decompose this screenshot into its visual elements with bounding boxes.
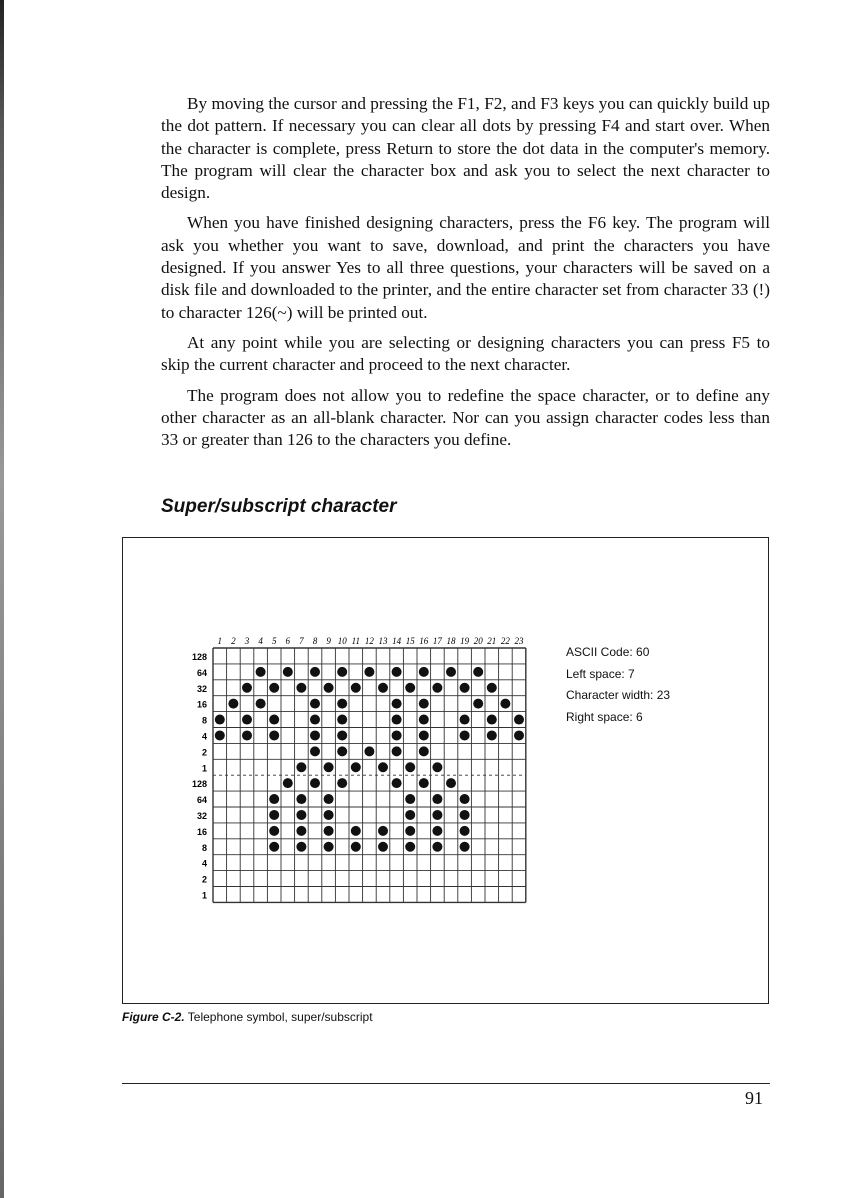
column-label: 17 (432, 636, 442, 646)
dot (296, 842, 306, 852)
dot (283, 778, 293, 788)
dot (500, 699, 510, 709)
dot (242, 683, 252, 693)
dot (351, 762, 361, 772)
caption-label: Figure C-2. (122, 1010, 185, 1024)
ascii-code: ASCII Code: 60 (566, 645, 650, 659)
dot (432, 842, 442, 852)
dot (324, 683, 334, 693)
dot (310, 699, 320, 709)
dot (296, 762, 306, 772)
dot (446, 667, 456, 677)
dot (446, 778, 456, 788)
dot (324, 794, 334, 804)
dot (514, 715, 524, 725)
dot (392, 730, 402, 740)
dot (419, 778, 429, 788)
dot (392, 715, 402, 725)
dot (242, 730, 252, 740)
dot (296, 810, 306, 820)
dot (269, 810, 279, 820)
dot (337, 730, 347, 740)
dot (269, 730, 279, 740)
page-number: 91 (745, 1088, 763, 1108)
row-label: 2 (201, 747, 207, 758)
paragraph: By moving the cursor and pressing the F1, F2, and F3 keys you can quickly build up the dot pattern. If necessary you can clear all dots by pressing F4 and start over. When the character is complete, press Return to store the dot data in the computer's memory. The program will clear the character box and ask you to select the next character to design. (161, 94, 770, 203)
dot (405, 810, 415, 820)
dot (473, 699, 483, 709)
row-label: 1 (201, 763, 207, 774)
dot (405, 794, 415, 804)
dot (432, 683, 442, 693)
dot (432, 810, 442, 820)
column-label: 2 (231, 636, 236, 646)
row-label: 16 (196, 826, 207, 837)
dot (269, 794, 279, 804)
column-label: 1 (217, 636, 223, 646)
figure-caption (122, 1010, 373, 1024)
row-label: 2 (201, 874, 207, 885)
dot (310, 778, 320, 788)
dot (419, 715, 429, 725)
dot (337, 746, 347, 756)
column-label: 14 (392, 636, 402, 646)
dot (405, 762, 415, 772)
dot (432, 762, 442, 772)
dot (460, 842, 470, 852)
row-label: 16 (196, 699, 207, 710)
column-label: 19 (460, 636, 470, 646)
column-label: 9 (326, 636, 331, 646)
dot (256, 667, 266, 677)
dot (460, 715, 470, 725)
dot (378, 826, 388, 836)
dot (296, 683, 306, 693)
row-label: 64 (196, 667, 207, 678)
column-label: 4 (258, 636, 263, 646)
column-label: 5 (271, 636, 277, 646)
dot (378, 683, 388, 693)
row-label: 32 (196, 810, 207, 821)
dot (337, 667, 347, 677)
paragraph: At any point while you are selecting or designing characters you can press F5 to skip the current character and proceed to the next character. (161, 332, 770, 375)
paragraph: The program does not allow you to redefine the space character, or to define any other character as an all-blank character. Nor can you assign character codes less than 33 or greater than 126 to the characters you define. (161, 385, 770, 450)
dot (310, 730, 320, 740)
footer-rule (122, 1083, 770, 1084)
row-label: 128 (191, 651, 207, 662)
column-label: 15 (405, 636, 415, 646)
dot (419, 730, 429, 740)
dot (337, 778, 347, 788)
dot (487, 715, 497, 725)
column-label: 11 (351, 636, 360, 646)
column-label: 16 (419, 636, 429, 646)
paragraph: When you have finished designing characters, press the F6 key. The program will ask you whether you want to save, download, and print the characters you have designed. If you answer Yes to all three questions, your characters will be saved on a disk file and downloaded to the printer, and the entire character set from character 33 (!) to character 126(~) will be printed out. (161, 213, 770, 322)
column-label: 23 (514, 636, 524, 646)
row-label: 1 (201, 890, 207, 901)
dot (460, 794, 470, 804)
row-label: 128 (191, 779, 207, 790)
dot (514, 730, 524, 740)
row-label: 8 (201, 842, 207, 853)
dot (269, 842, 279, 852)
caption-text: Telephone symbol, super/subscript (184, 1010, 373, 1024)
dot (351, 683, 361, 693)
column-label: 18 (446, 636, 456, 646)
dot (310, 715, 320, 725)
dot (324, 842, 334, 852)
column-label: 21 (487, 636, 497, 646)
row-label: 4 (201, 731, 207, 742)
dot (460, 730, 470, 740)
dot (269, 715, 279, 725)
dot (405, 683, 415, 693)
dot (215, 730, 225, 740)
dot (432, 794, 442, 804)
dot (337, 699, 347, 709)
row-label: 8 (201, 715, 207, 726)
dot (460, 810, 470, 820)
column-label: 12 (364, 636, 374, 646)
dot (351, 826, 361, 836)
dot (296, 794, 306, 804)
dot (405, 842, 415, 852)
dot (283, 667, 293, 677)
dot (364, 667, 374, 677)
dot (351, 842, 361, 852)
dot (392, 699, 402, 709)
dot (405, 826, 415, 836)
dot (378, 762, 388, 772)
dot (419, 746, 429, 756)
right-space: Right space: 6 (566, 709, 643, 724)
dot (378, 842, 388, 852)
column-label: 6 (285, 636, 291, 646)
dot (419, 667, 429, 677)
dot (487, 683, 497, 693)
dot (269, 683, 279, 693)
dot (364, 746, 374, 756)
column-label: 8 (312, 636, 318, 646)
dot (392, 667, 402, 677)
dot (392, 746, 402, 756)
dot (242, 715, 252, 725)
dot (487, 730, 497, 740)
dot (215, 715, 225, 725)
column-label: 7 (299, 636, 304, 646)
row-label: 32 (196, 683, 207, 694)
character-width: Character width: 23 (566, 688, 671, 702)
left-space: Left space: 7 (566, 666, 635, 681)
dot (228, 699, 238, 709)
column-label: 22 (500, 636, 510, 646)
dot (460, 683, 470, 693)
column-label: 10 (337, 636, 347, 646)
column-label: 13 (378, 636, 388, 646)
column-label: 20 (473, 636, 483, 646)
dot (310, 667, 320, 677)
dot (269, 826, 279, 836)
dot (392, 778, 402, 788)
dot (324, 826, 334, 836)
dot (337, 715, 347, 725)
row-label: 64 (196, 795, 207, 806)
column-label: 3 (244, 636, 250, 646)
dot (310, 746, 320, 756)
dot (324, 810, 334, 820)
dot (460, 826, 470, 836)
dot (324, 762, 334, 772)
dot (296, 826, 306, 836)
dot (256, 699, 266, 709)
character-info (566, 642, 670, 728)
dot (419, 699, 429, 709)
row-label: 4 (201, 858, 207, 869)
section-heading: Super/subscript character (161, 496, 397, 517)
dot (432, 826, 442, 836)
dot (473, 667, 483, 677)
